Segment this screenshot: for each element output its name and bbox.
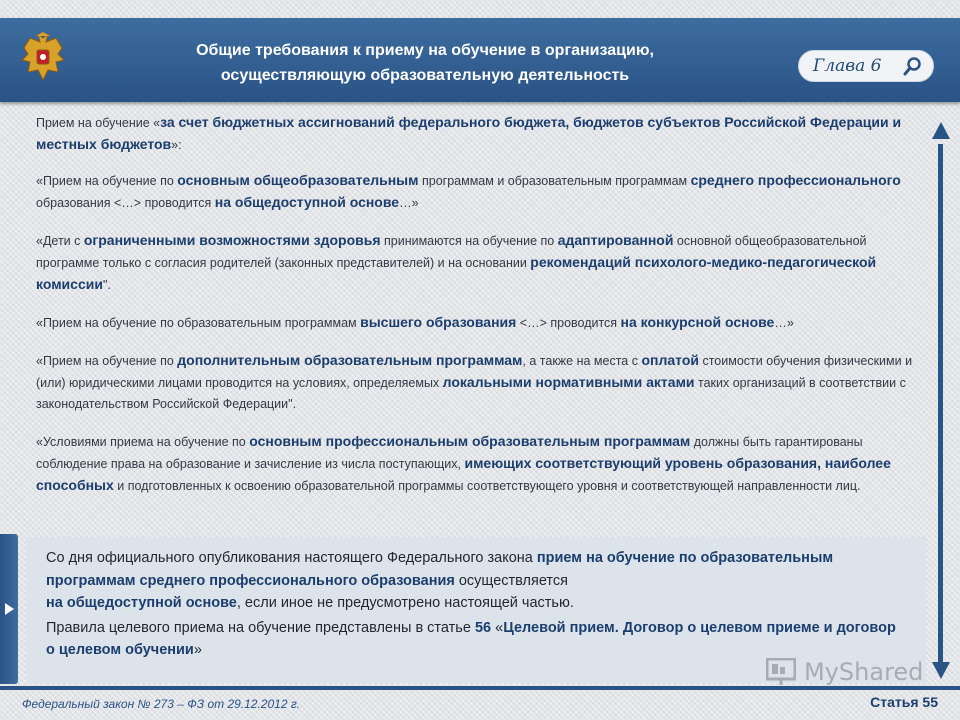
text: и подготовленных к освоению образовательной программы соответствующего уровня и соответствующей направленности лиц. (113, 479, 861, 493)
paragraph-general-education (36, 170, 916, 214)
text: <…> проводится (516, 316, 621, 330)
paragraph-budget-funding (36, 112, 916, 156)
text: принимаются на обучение по (380, 234, 558, 248)
title-line-2: осуществляющую образовательную деятельность (220, 67, 630, 84)
highlight: дополнительным образовательным программам (177, 352, 523, 368)
text: осуществляется (454, 572, 569, 589)
scroll-up-arrow[interactable] (932, 122, 950, 139)
text: , а также на места с (522, 354, 642, 368)
highlight: высшего образования (360, 314, 517, 330)
scrollbar[interactable] (938, 144, 943, 662)
header-bar (0, 18, 960, 102)
highlight: адаптированной (557, 232, 674, 248)
presentation-logo-icon (766, 658, 796, 686)
text: ". (102, 278, 111, 292)
paragraph-disabilities (36, 230, 916, 296)
chapter-label: Глава 6 (813, 56, 882, 76)
text: образования <…> проводится (36, 196, 215, 210)
highlight: на общедоступной основе (46, 595, 237, 611)
chapter-search-box[interactable] (798, 50, 934, 82)
text: …» (774, 316, 794, 330)
text: «Прием на обучение по образовательным программам (36, 316, 361, 330)
note-text (46, 547, 906, 662)
text: Прием на обучение « (36, 116, 161, 130)
text: , если иное не предусмотрено настоящей частью. (236, 595, 574, 611)
text: основной общеобразовательной программе только с согласия родителей (законных представителей) и на основании (36, 234, 867, 270)
text: Правила целевого приема на обучение представлены в статье (46, 619, 475, 636)
highlight: основным профессиональным образовательным программам (249, 433, 691, 449)
paragraph-higher-education (36, 312, 916, 334)
expand-panel-tab[interactable] (0, 534, 18, 684)
article-link[interactable]: 56 (474, 619, 492, 636)
text: …» (399, 196, 419, 210)
text: должны быть гарантированы соблюдение права на образование и зачисление из числа поступающих, (36, 435, 863, 471)
text: «Прием на обучение по (36, 354, 178, 368)
paragraph-admission-conditions (36, 431, 916, 497)
paragraph-additional-programs (36, 350, 916, 415)
note-paragraph-2 (46, 617, 906, 662)
text: стоимости обучения физическими и (или) юридическими лицами проводится на условиях, определяемых (36, 354, 913, 390)
highlight: на общедоступной основе (214, 194, 400, 210)
title-line-1: Общие требования к приему на обучение в организацию, (196, 42, 654, 59)
scroll-down-arrow[interactable] (932, 662, 950, 679)
text: »: (171, 138, 182, 152)
footer-divider (0, 686, 960, 690)
text: таких организаций в соответствии с законодательством Российской Федерации". (36, 376, 906, 411)
highlight: рекомендаций психолого-медико-педагогической комиссии (36, 254, 877, 292)
highlight: среднего профессионального (690, 172, 901, 188)
highlight: основным общеобразовательным (177, 172, 419, 188)
watermark (766, 656, 926, 690)
text: « (491, 619, 504, 636)
note-paragraph-1 (46, 547, 906, 615)
text: «Условиями приема на обучение по (36, 435, 250, 449)
highlight: прием на обучение по образовательным программам среднего профессионального образования (46, 550, 834, 589)
article-content (36, 112, 916, 513)
highlight: ограниченными возможностями здоровья (83, 232, 381, 248)
watermark-text: MyShared (804, 658, 924, 686)
highlight: Целевой прием. Договор о целевом приеме и договор о целевом обучении (46, 619, 896, 658)
text: » (193, 642, 202, 658)
search-icon[interactable] (903, 56, 923, 76)
highlight: на конкурсной основе (620, 314, 775, 330)
coat-of-arms-icon (18, 32, 68, 90)
play-icon (5, 603, 14, 615)
text: программам и образовательным программам (418, 174, 691, 188)
page-title (120, 38, 730, 88)
highlight: за счет бюджетных ассигнований федерального бюджета, бюджетов субъектов Российской Федерации и местных бюджетов (36, 114, 902, 152)
text: «Прием на обучение по (36, 174, 178, 188)
footer-article: Статья 55 (870, 694, 938, 710)
text: Со дня официального опубликования настоящего Федерального закона (46, 550, 537, 566)
text: «Дети с (36, 234, 84, 248)
highlight: оплатой (641, 352, 699, 368)
highlight: локальными нормативными актами (442, 374, 695, 390)
highlight: имеющих соответствующий уровень образования, наиболее способных (36, 455, 891, 493)
footer-law: Федеральный закон № 273 – ФЗ от 29.12.2012 г. (22, 697, 301, 711)
